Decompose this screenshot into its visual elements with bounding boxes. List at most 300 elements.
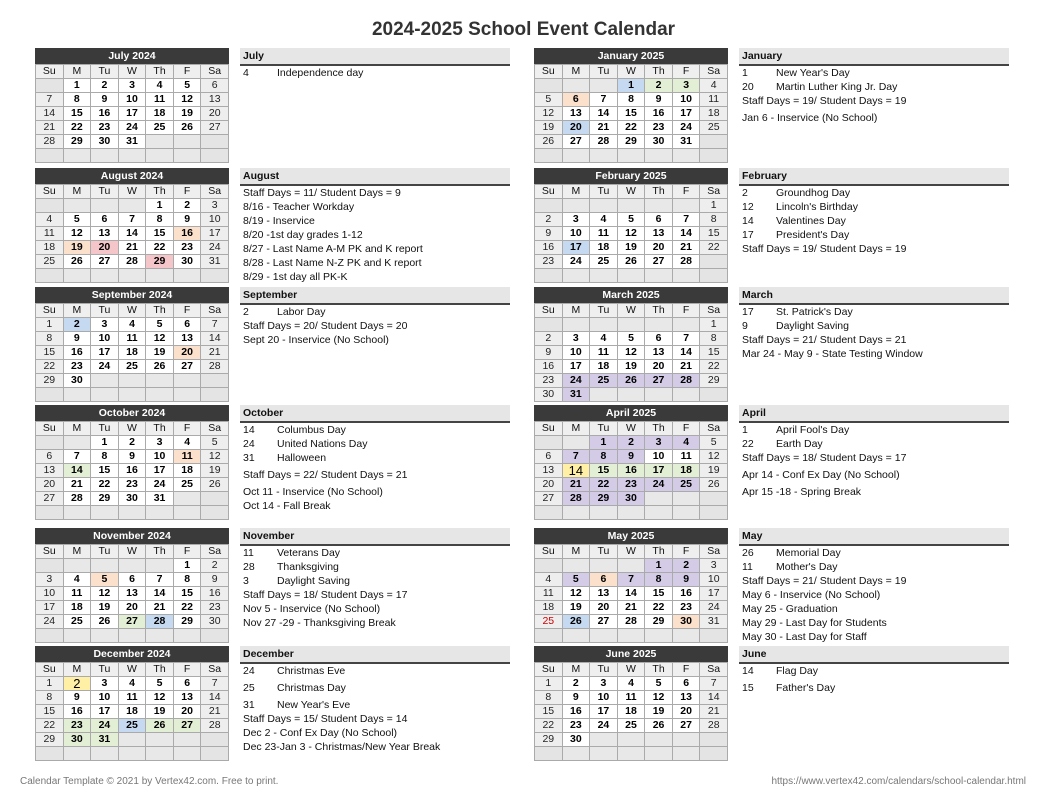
day-cell xyxy=(36,747,64,761)
event-item xyxy=(240,319,510,333)
day-cell: 4 xyxy=(590,213,618,227)
event-item xyxy=(739,574,1009,588)
day-cell xyxy=(64,559,92,573)
weekday-header: Su xyxy=(535,185,563,199)
day-cell xyxy=(563,559,591,573)
event-text: Staff Days = 15/ Student Days = 14 xyxy=(243,713,408,725)
day-cell: 2 xyxy=(673,559,701,573)
day-cell: 16 xyxy=(535,241,563,255)
day-cell xyxy=(673,629,701,643)
day-cell xyxy=(700,135,728,149)
day-cell: 30 xyxy=(673,615,701,629)
event-month-header: July xyxy=(240,48,510,66)
day-cell: 30 xyxy=(174,255,202,269)
day-cell: 4 xyxy=(618,677,646,691)
event-text: April Fool's Day xyxy=(776,424,850,436)
event-text: Mar 24 - May 9 - State Testing Window xyxy=(742,348,923,360)
day-cell: 5 xyxy=(618,213,646,227)
day-cell: 20 xyxy=(36,478,64,492)
day-cell: 17 xyxy=(201,227,229,241)
day-cell: 6 xyxy=(174,318,202,332)
day-cell: 11 xyxy=(174,450,202,464)
day-cell xyxy=(36,506,64,520)
day-cell xyxy=(673,318,701,332)
day-cell: 22 xyxy=(590,478,618,492)
month-title: December 2024 xyxy=(35,646,229,662)
day-cell: 11 xyxy=(64,587,92,601)
weekday-header: Th xyxy=(645,304,673,318)
weekday-header: W xyxy=(119,304,147,318)
day-cell xyxy=(563,629,591,643)
day-cell: 8 xyxy=(36,691,64,705)
day-cell: 6 xyxy=(563,93,591,107)
event-date: 15 xyxy=(742,682,754,694)
weekday-header: W xyxy=(119,663,147,677)
weekday-header: Tu xyxy=(91,422,119,436)
day-cell: 29 xyxy=(174,615,202,629)
day-cell: 24 xyxy=(673,121,701,135)
day-cell: 11 xyxy=(700,93,728,107)
day-cell: 28 xyxy=(673,255,701,269)
day-cell: 1 xyxy=(36,318,64,332)
day-cell xyxy=(91,388,119,402)
weekday-header: Su xyxy=(535,65,563,79)
day-cell: 27 xyxy=(645,374,673,388)
weekday-header: Tu xyxy=(91,545,119,559)
day-cell: 18 xyxy=(673,464,701,478)
day-cell: 6 xyxy=(535,450,563,464)
event-item xyxy=(240,698,510,712)
day-cell: 9 xyxy=(535,227,563,241)
event-item xyxy=(240,305,510,319)
event-item xyxy=(739,94,1009,108)
day-cell: 13 xyxy=(119,587,147,601)
day-cell: 21 xyxy=(201,346,229,360)
day-cell: 9 xyxy=(174,213,202,227)
day-cell: 7 xyxy=(618,573,646,587)
weekday-header: F xyxy=(673,304,701,318)
day-cell xyxy=(119,199,147,213)
day-cell xyxy=(146,629,174,643)
day-cell: 3 xyxy=(563,213,591,227)
day-cell xyxy=(590,269,618,283)
footer-url[interactable]: https://www.vertex42.com/calendars/school-calendar.html xyxy=(771,776,1026,787)
event-text: 8/28 - Last Name N-Z PK and K report xyxy=(243,257,422,269)
event-text: United Nations Day xyxy=(277,438,368,450)
day-cell: 27 xyxy=(201,121,229,135)
day-cell: 9 xyxy=(618,450,646,464)
weekday-header: Th xyxy=(645,65,673,79)
day-cell xyxy=(618,559,646,573)
weekday-header: Su xyxy=(36,422,64,436)
event-date: 12 xyxy=(742,201,754,213)
day-cell xyxy=(535,436,563,450)
day-cell: 3 xyxy=(563,332,591,346)
event-text: St. Patrick's Day xyxy=(776,306,853,318)
day-cell: 20 xyxy=(91,241,119,255)
day-cell: 13 xyxy=(535,464,563,478)
month-grid xyxy=(534,184,728,283)
event-month-header: April xyxy=(739,405,1009,423)
day-cell: 3 xyxy=(119,79,147,93)
event-text: Columbus Day xyxy=(277,424,346,436)
event-date: 2 xyxy=(243,306,249,318)
day-cell: 12 xyxy=(64,227,92,241)
weekday-header: F xyxy=(673,65,701,79)
weekday-header: M xyxy=(64,663,92,677)
event-item xyxy=(240,726,510,740)
day-cell: 16 xyxy=(618,464,646,478)
day-cell: 19 xyxy=(91,601,119,615)
day-cell: 28 xyxy=(700,719,728,733)
day-cell: 20 xyxy=(201,107,229,121)
weekday-header: W xyxy=(119,545,147,559)
day-cell: 10 xyxy=(201,213,229,227)
day-cell: 30 xyxy=(535,388,563,402)
day-cell: 8 xyxy=(590,450,618,464)
day-cell: 22 xyxy=(645,601,673,615)
day-cell: 17 xyxy=(700,587,728,601)
day-cell: 9 xyxy=(201,573,229,587)
day-cell: 2 xyxy=(64,677,92,691)
event-item xyxy=(739,186,1009,200)
day-cell: 23 xyxy=(119,478,147,492)
event-date: 14 xyxy=(243,424,255,436)
event-list xyxy=(739,168,1009,256)
day-cell xyxy=(563,506,591,520)
day-cell: 28 xyxy=(64,492,92,506)
day-cell: 31 xyxy=(673,135,701,149)
event-item xyxy=(739,242,1009,256)
day-cell: 6 xyxy=(201,79,229,93)
day-cell: 8 xyxy=(91,450,119,464)
day-cell: 3 xyxy=(700,559,728,573)
day-cell: 16 xyxy=(64,346,92,360)
day-cell: 30 xyxy=(91,135,119,149)
event-list xyxy=(739,528,1009,644)
event-text: President's Day xyxy=(776,229,850,241)
day-cell xyxy=(700,149,728,163)
event-date: 1 xyxy=(742,424,748,436)
day-cell: 10 xyxy=(119,93,147,107)
day-cell: 27 xyxy=(673,719,701,733)
day-cell: 1 xyxy=(700,318,728,332)
day-cell: 16 xyxy=(174,227,202,241)
day-cell: 27 xyxy=(174,360,202,374)
day-cell xyxy=(174,629,202,643)
day-cell xyxy=(119,388,147,402)
day-cell: 15 xyxy=(36,705,64,719)
day-cell: 12 xyxy=(201,450,229,464)
day-cell xyxy=(91,199,119,213)
day-cell xyxy=(673,269,701,283)
day-cell: 5 xyxy=(535,93,563,107)
day-cell: 12 xyxy=(618,227,646,241)
event-date: 11 xyxy=(742,561,753,573)
day-cell: 14 xyxy=(590,107,618,121)
day-cell: 15 xyxy=(91,464,119,478)
day-cell xyxy=(535,318,563,332)
day-cell: 22 xyxy=(700,241,728,255)
event-text: Christmas Eve xyxy=(277,665,346,677)
event-item xyxy=(739,80,1009,94)
day-cell xyxy=(590,199,618,213)
weekday-header: F xyxy=(673,422,701,436)
day-cell: 1 xyxy=(700,199,728,213)
weekday-header: W xyxy=(618,663,646,677)
weekday-header: F xyxy=(174,65,202,79)
weekday-header: Sa xyxy=(700,422,728,436)
day-cell: 15 xyxy=(146,227,174,241)
day-cell: 25 xyxy=(673,478,701,492)
day-cell: 19 xyxy=(645,705,673,719)
day-cell xyxy=(146,733,174,747)
day-cell xyxy=(535,149,563,163)
day-cell: 24 xyxy=(146,478,174,492)
event-item xyxy=(739,485,1009,499)
day-cell: 13 xyxy=(645,346,673,360)
weekday-header: Th xyxy=(146,422,174,436)
event-text: Nov 27 -29 - Thanksgiving Break xyxy=(243,617,396,629)
day-cell xyxy=(36,199,64,213)
day-cell: 7 xyxy=(146,573,174,587)
event-item xyxy=(739,602,1009,616)
day-cell: 21 xyxy=(563,478,591,492)
day-cell xyxy=(174,492,202,506)
day-cell xyxy=(590,79,618,93)
weekday-header: Sa xyxy=(201,422,229,436)
event-item xyxy=(240,437,510,451)
event-item xyxy=(739,111,1009,125)
weekday-header: Th xyxy=(645,185,673,199)
month-title: June 2025 xyxy=(534,646,728,662)
weekday-header: Sa xyxy=(700,185,728,199)
day-cell xyxy=(700,733,728,747)
day-cell xyxy=(64,436,92,450)
event-text: Staff Days = 18/ Student Days = 17 xyxy=(742,452,907,464)
event-list xyxy=(240,287,510,347)
day-cell xyxy=(535,199,563,213)
weekday-header: M xyxy=(64,545,92,559)
day-cell xyxy=(201,747,229,761)
day-cell: 3 xyxy=(146,436,174,450)
day-cell: 1 xyxy=(91,436,119,450)
day-cell: 21 xyxy=(700,705,728,719)
day-cell xyxy=(91,747,119,761)
day-cell: 8 xyxy=(535,691,563,705)
day-cell: 1 xyxy=(174,559,202,573)
event-date: 1 xyxy=(742,67,748,79)
day-cell: 5 xyxy=(146,677,174,691)
event-text: 8/20 -1st day grades 1-12 xyxy=(243,229,363,241)
day-cell: 18 xyxy=(618,705,646,719)
event-item xyxy=(739,333,1009,347)
day-cell: 28 xyxy=(673,374,701,388)
day-cell: 24 xyxy=(563,255,591,269)
weekday-header: Sa xyxy=(700,65,728,79)
day-cell xyxy=(535,629,563,643)
day-cell: 25 xyxy=(535,615,563,629)
event-item xyxy=(739,588,1009,602)
weekday-header: W xyxy=(618,65,646,79)
day-cell: 26 xyxy=(91,615,119,629)
day-cell: 20 xyxy=(174,346,202,360)
day-cell: 15 xyxy=(700,227,728,241)
day-cell: 12 xyxy=(535,107,563,121)
event-text: Daylight Saving xyxy=(277,575,350,587)
day-cell xyxy=(673,199,701,213)
event-text: Daylight Saving xyxy=(776,320,849,332)
event-text: Memorial Day xyxy=(776,547,841,559)
day-cell: 5 xyxy=(618,332,646,346)
weekday-header: Sa xyxy=(700,663,728,677)
day-cell: 24 xyxy=(36,615,64,629)
day-cell: 26 xyxy=(146,719,174,733)
weekday-header: F xyxy=(174,545,202,559)
day-cell xyxy=(64,199,92,213)
day-cell: 15 xyxy=(174,587,202,601)
day-cell: 6 xyxy=(91,213,119,227)
event-date: 28 xyxy=(243,561,255,573)
day-cell xyxy=(36,269,64,283)
day-cell: 8 xyxy=(174,573,202,587)
event-date: 22 xyxy=(742,438,754,450)
day-cell: 10 xyxy=(590,691,618,705)
day-cell: 11 xyxy=(673,450,701,464)
weekday-header: Sa xyxy=(201,185,229,199)
event-text: Groundhog Day xyxy=(776,187,851,199)
day-cell: 29 xyxy=(36,374,64,388)
month-grid xyxy=(534,64,728,163)
day-cell: 18 xyxy=(700,107,728,121)
day-cell: 10 xyxy=(700,573,728,587)
day-cell xyxy=(618,629,646,643)
day-cell: 6 xyxy=(645,213,673,227)
day-cell: 9 xyxy=(91,93,119,107)
day-cell xyxy=(201,149,229,163)
event-item xyxy=(739,347,1009,361)
event-text: Nov 5 - Inservice (No School) xyxy=(243,603,381,615)
day-cell: 31 xyxy=(146,492,174,506)
day-cell xyxy=(590,388,618,402)
day-cell: 23 xyxy=(645,121,673,135)
event-item xyxy=(240,616,510,630)
event-text: Veterans Day xyxy=(277,547,341,559)
day-cell: 3 xyxy=(91,677,119,691)
event-item xyxy=(240,242,510,256)
weekday-header: Tu xyxy=(590,422,618,436)
day-cell: 27 xyxy=(91,255,119,269)
event-item xyxy=(240,499,510,513)
weekday-header: Su xyxy=(36,545,64,559)
day-cell: 23 xyxy=(618,478,646,492)
day-cell xyxy=(535,559,563,573)
day-cell: 10 xyxy=(563,346,591,360)
day-cell xyxy=(174,747,202,761)
day-cell: 29 xyxy=(618,135,646,149)
day-cell xyxy=(590,506,618,520)
day-cell: 25 xyxy=(146,121,174,135)
weekday-header: Su xyxy=(535,422,563,436)
day-cell: 3 xyxy=(91,318,119,332)
weekday-header: Su xyxy=(535,304,563,318)
day-cell xyxy=(673,492,701,506)
weekday-header: Su xyxy=(36,304,64,318)
event-item xyxy=(739,319,1009,333)
day-cell: 25 xyxy=(64,615,92,629)
day-cell: 19 xyxy=(535,121,563,135)
event-item xyxy=(240,214,510,228)
day-cell: 22 xyxy=(36,360,64,374)
day-cell: 8 xyxy=(618,93,646,107)
event-item xyxy=(240,200,510,214)
weekday-header: M xyxy=(64,422,92,436)
event-text: New Year's Day xyxy=(776,67,850,79)
day-cell: 14 xyxy=(201,691,229,705)
day-cell xyxy=(590,149,618,163)
day-cell xyxy=(174,388,202,402)
weekday-header: F xyxy=(174,304,202,318)
day-cell: 25 xyxy=(590,255,618,269)
day-cell: 18 xyxy=(36,241,64,255)
day-cell xyxy=(618,388,646,402)
day-cell: 20 xyxy=(645,241,673,255)
month-calendar xyxy=(534,168,728,283)
weekday-header: F xyxy=(673,185,701,199)
day-cell: 24 xyxy=(645,478,673,492)
weekday-header: M xyxy=(563,663,591,677)
day-cell xyxy=(590,318,618,332)
month-grid xyxy=(35,544,229,643)
day-cell xyxy=(645,492,673,506)
day-cell xyxy=(618,747,646,761)
day-cell: 7 xyxy=(36,93,64,107)
day-cell xyxy=(201,492,229,506)
day-cell: 13 xyxy=(36,464,64,478)
day-cell: 7 xyxy=(590,93,618,107)
day-cell: 23 xyxy=(64,360,92,374)
day-cell: 16 xyxy=(64,705,92,719)
day-cell: 24 xyxy=(91,719,119,733)
month-calendar xyxy=(35,528,229,643)
event-text: Jan 6 - Inservice (No School) xyxy=(742,112,878,124)
day-cell: 22 xyxy=(64,121,92,135)
day-cell: 30 xyxy=(563,733,591,747)
day-cell: 3 xyxy=(673,79,701,93)
day-cell: 21 xyxy=(201,705,229,719)
day-cell: 7 xyxy=(563,450,591,464)
event-text: 8/29 - 1st day all PK-K xyxy=(243,271,348,283)
weekday-header: Th xyxy=(146,663,174,677)
weekday-header: Th xyxy=(146,545,174,559)
day-cell xyxy=(201,374,229,388)
day-cell xyxy=(535,269,563,283)
day-cell: 22 xyxy=(700,360,728,374)
day-cell: 17 xyxy=(36,601,64,615)
day-cell: 19 xyxy=(146,705,174,719)
day-cell: 22 xyxy=(146,241,174,255)
day-cell: 26 xyxy=(618,374,646,388)
month-title: July 2024 xyxy=(35,48,229,64)
day-cell: 27 xyxy=(119,615,147,629)
day-cell: 20 xyxy=(563,121,591,135)
day-cell xyxy=(201,629,229,643)
event-text: 8/16 - Teacher Workday xyxy=(243,201,355,213)
day-cell: 14 xyxy=(119,227,147,241)
event-item xyxy=(240,560,510,574)
month-grid xyxy=(534,662,728,761)
weekday-header: M xyxy=(563,185,591,199)
